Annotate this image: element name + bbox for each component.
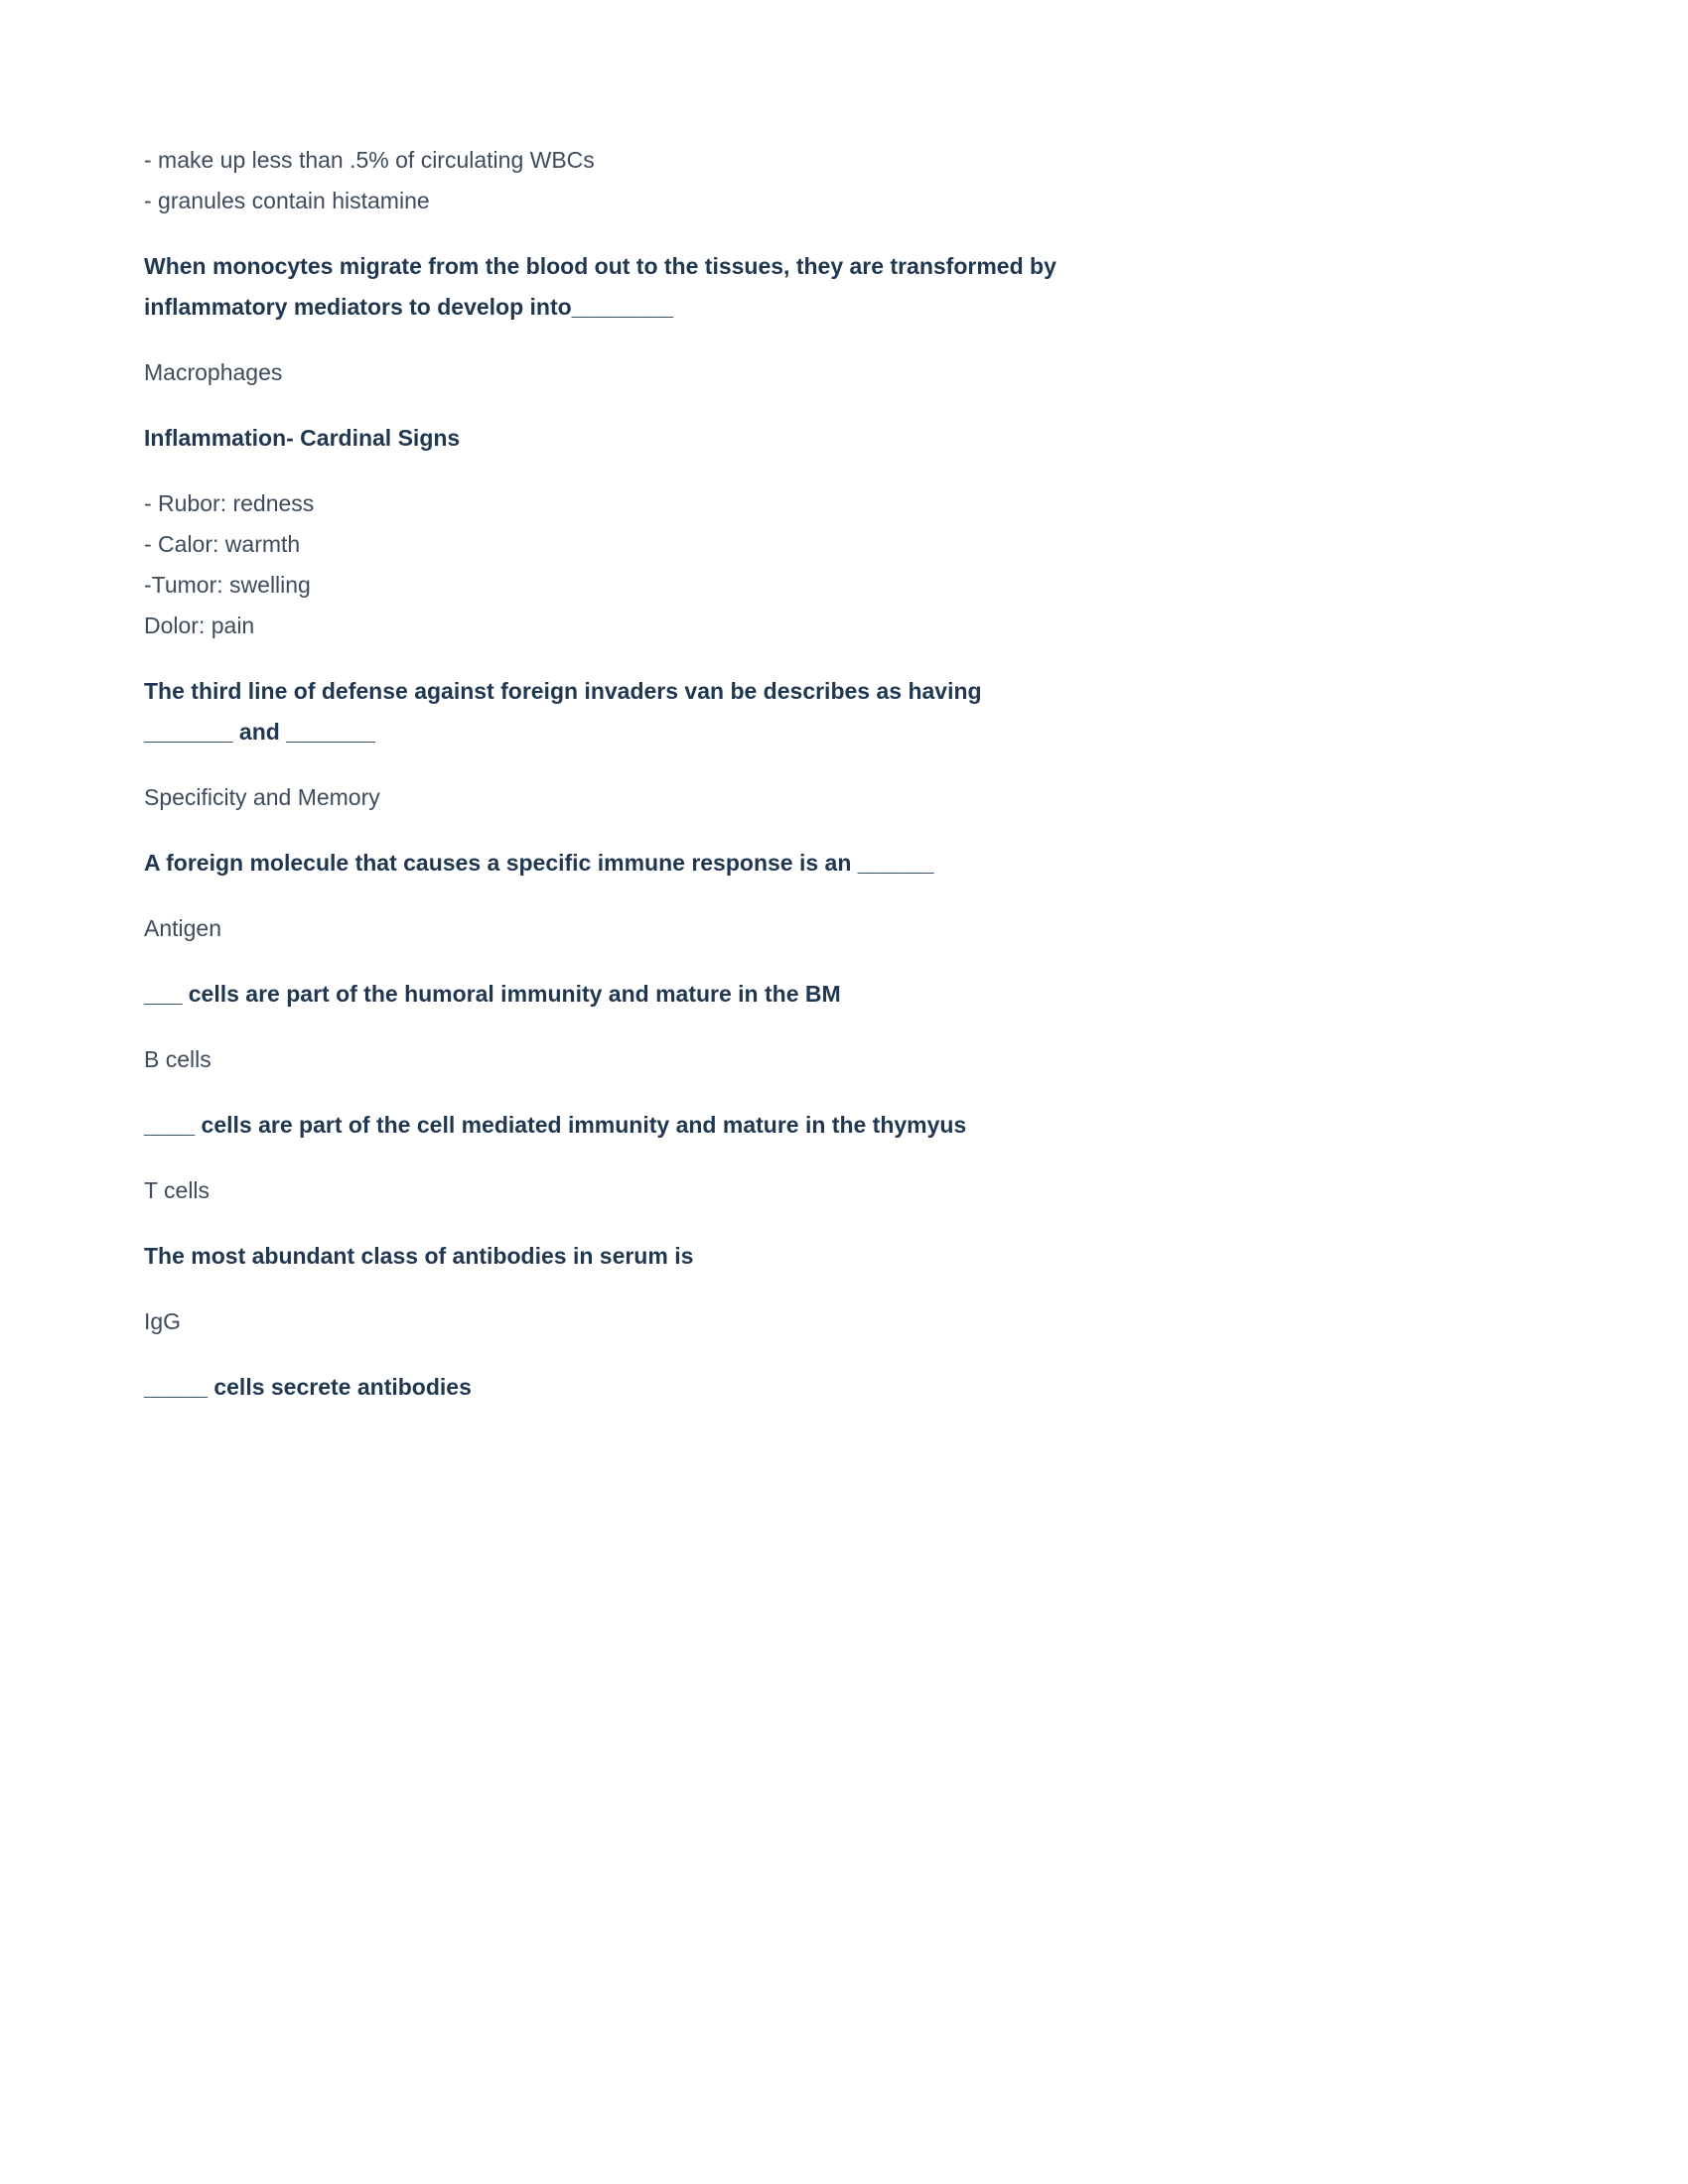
bullet-line: - granules contain histamine: [144, 188, 430, 213]
answer-t-cells: T cells: [144, 1177, 211, 1203]
bullet-line: - Calor: warmth: [144, 531, 301, 557]
bullet-list-basophils: [144, 140, 1072, 221]
question-third-line-of-defense: The third line of defense against foreign invaders van be describes as having _______ and _______: [144, 678, 982, 745]
answer-specificity-memory: Specificity and Memory: [144, 784, 380, 810]
question-humoral-immunity: ___ cells are part of the humoral immunity and mature in the BM: [144, 981, 841, 1007]
answer-antigen: Antigen: [144, 915, 222, 941]
bullet-line: Dolor: pain: [144, 613, 255, 638]
question-monocytes: When monocytes migrate from the blood out to the tissues, they are transformed by inflammatory mediators to develop into________: [144, 253, 1056, 320]
bullet-line: - Rubor: redness: [144, 490, 315, 516]
answer-igg: IgG: [144, 1308, 182, 1334]
heading-inflammation-cardinal-signs: Inflammation- Cardinal Signs: [144, 425, 461, 451]
answer-b-cells: B cells: [144, 1046, 211, 1072]
question-cell-mediated-immunity: ____ cells are part of the cell mediated immunity and mature in the thymyus: [144, 1112, 967, 1138]
answer-macrophages: Macrophages: [144, 359, 283, 385]
question-foreign-molecule: A foreign molecule that causes a specific immune response is an ______: [144, 850, 934, 876]
question-secrete-antibodies: _____ cells secrete antibodies: [144, 1374, 472, 1400]
bullet-list-cardinal-signs: [144, 483, 1072, 646]
question-abundant-antibody: The most abundant class of antibodies in serum is: [144, 1243, 694, 1269]
bullet-line: -Tumor: swelling: [144, 572, 311, 598]
bullet-line: - make up less than .5% of circulating WBCs: [144, 147, 595, 173]
